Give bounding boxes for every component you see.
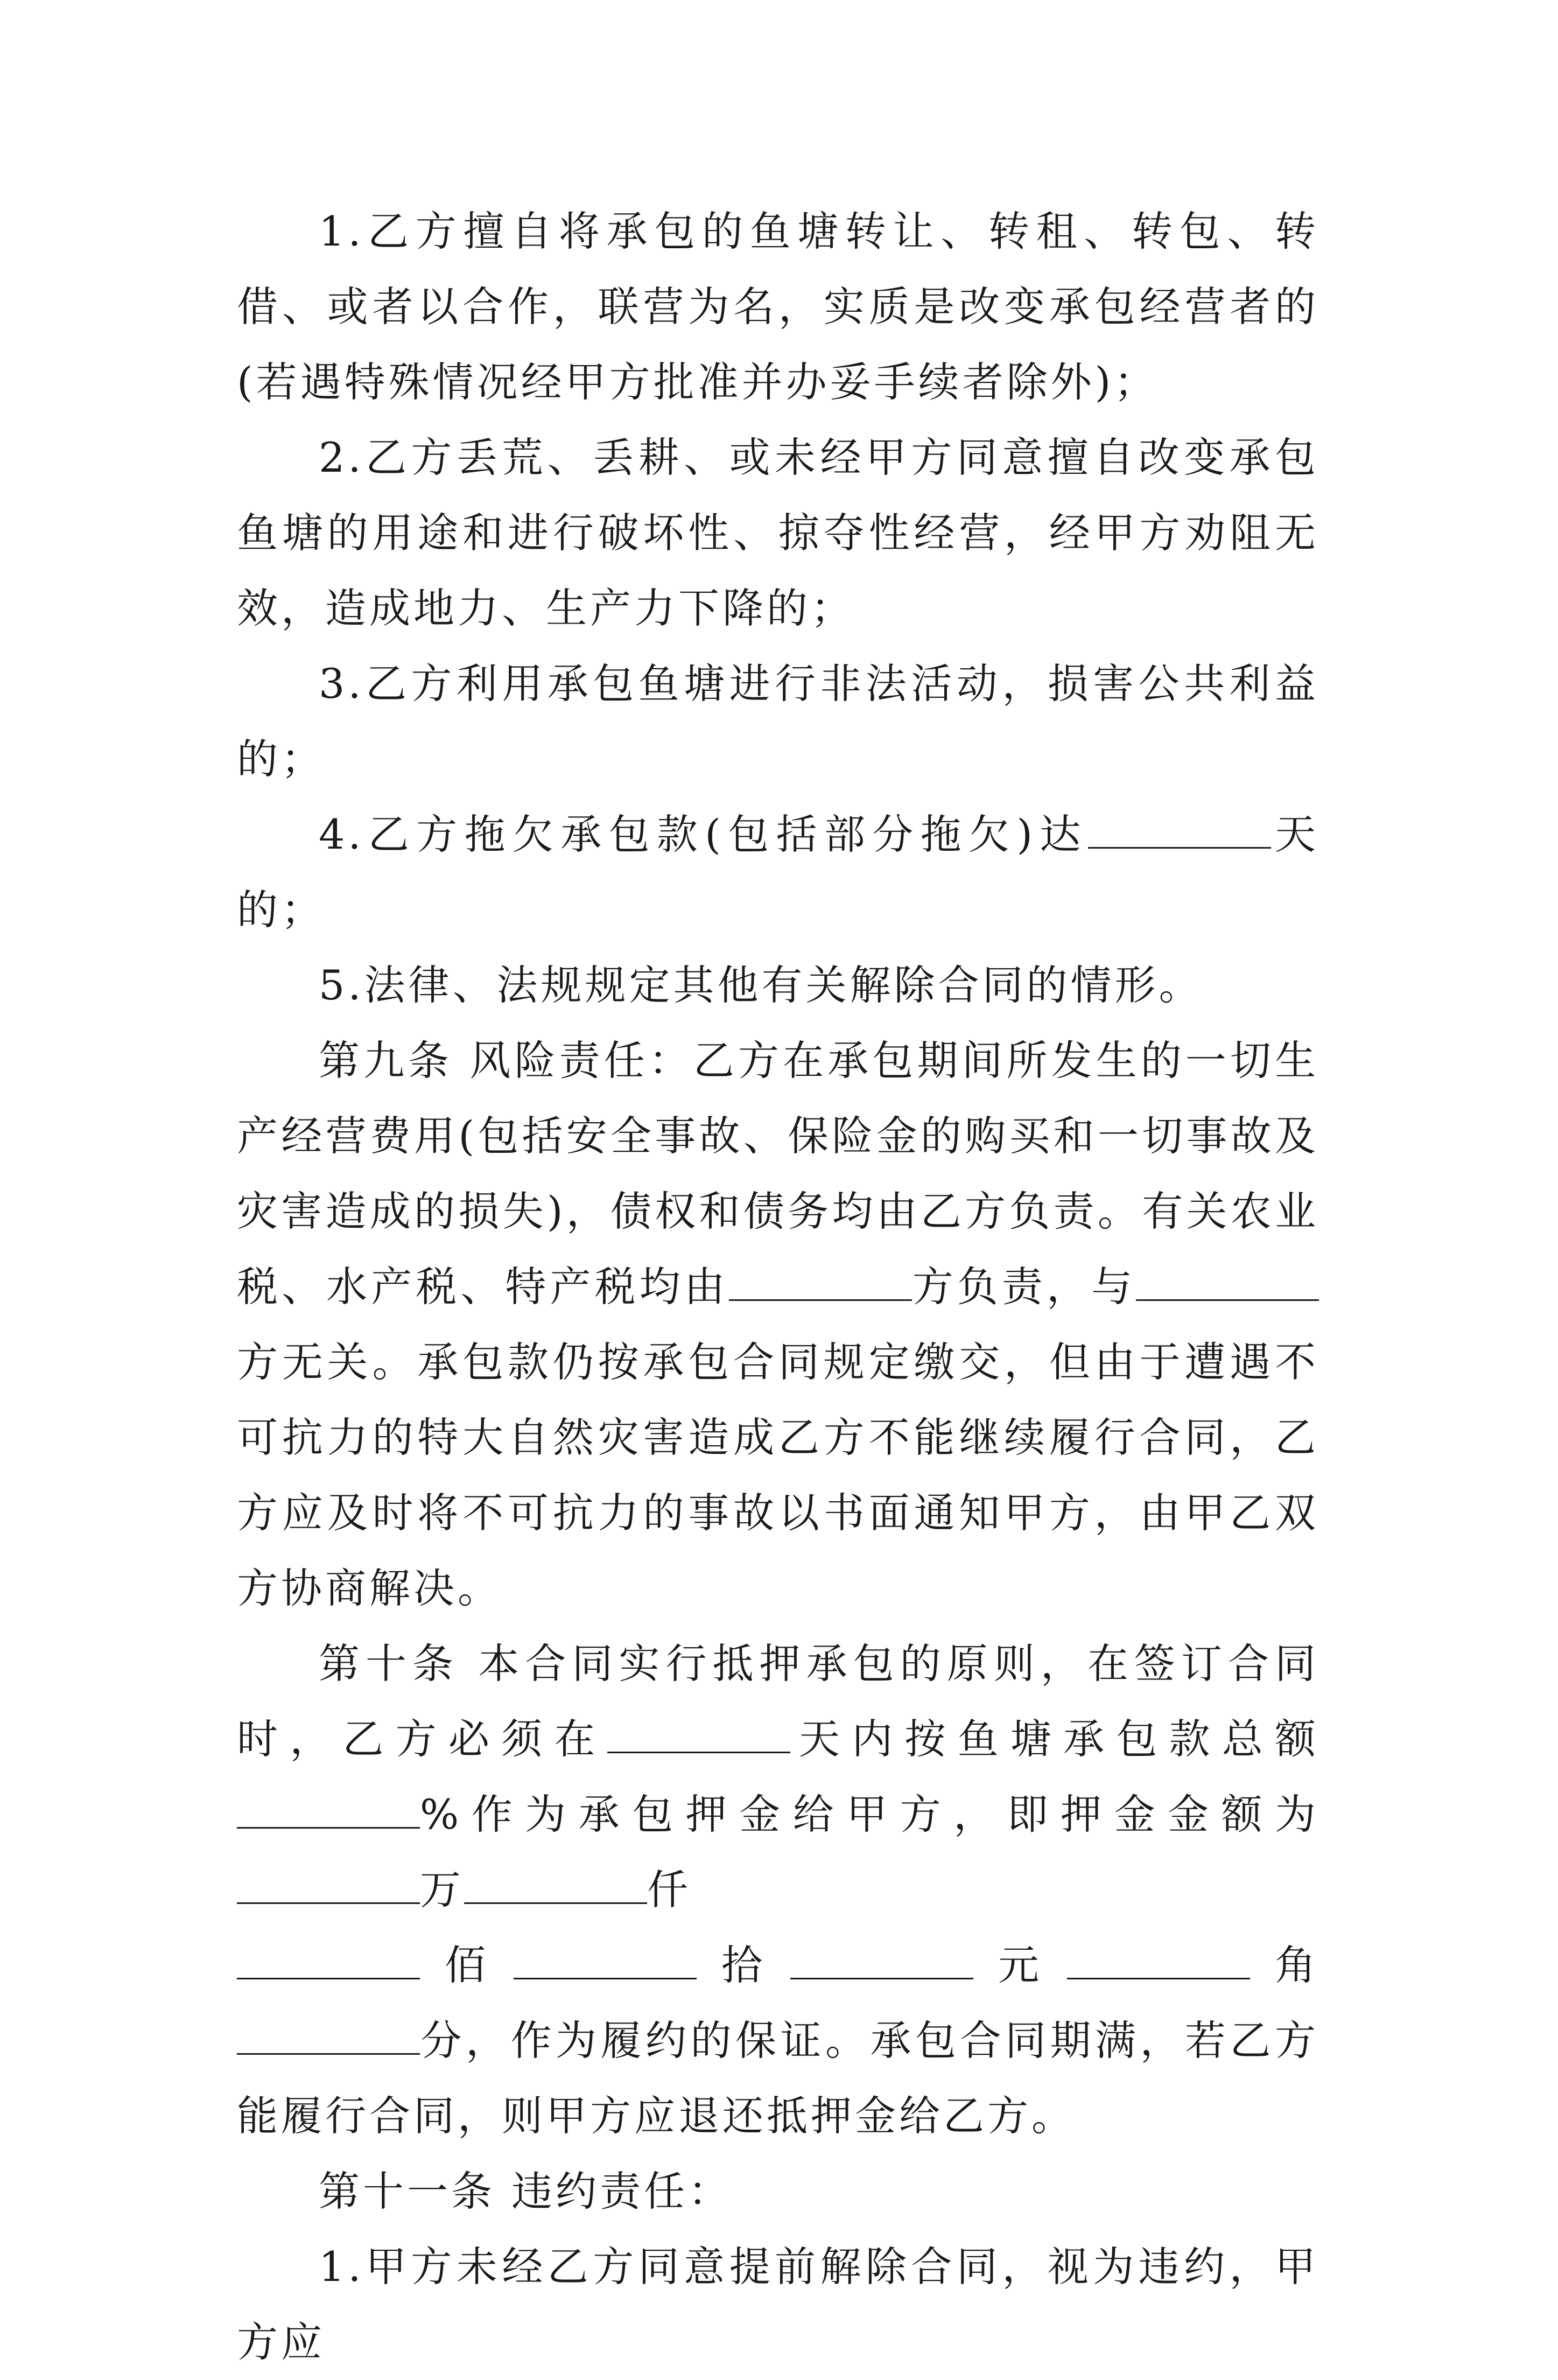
fill-blank-bai[interactable] [237,1943,420,1979]
fill-blank-jiao[interactable] [1067,1943,1250,1979]
article-11-heading: 第十一条 违约责任： [319,2167,733,2215]
clause-5 [237,948,1319,1023]
article-9-text-b: 方负责，与 [911,1263,1136,1311]
fill-blank-days-overdue[interactable] [1088,813,1271,849]
clause-4-text-b: 天的； [237,810,1319,934]
article-10-unit-bai: 佰 [445,1941,489,1989]
article-10-cont [237,2003,1319,2154]
amount-blanks-row [237,1928,1319,2003]
clause-2 [237,420,1319,646]
article-10-unit-wan: 万 [420,1866,464,1914]
article-11-clause-1 [237,2229,1319,2380]
fill-blank-deposit-percent[interactable] [237,1793,420,1829]
article-10-text-b: 天内按鱼塘承包款总额 [790,1715,1320,1763]
contract-body [237,194,1319,2380]
clause-3 [237,646,1319,797]
fill-blank-qian[interactable] [464,1868,647,1904]
fill-blank-yuan[interactable] [790,1943,973,1979]
article-9 [237,1023,1319,1626]
fill-blank-deposit-days[interactable] [607,1717,790,1753]
article-11-clause-1-text: 1.甲方未经乙方同意提前解除合同，视为违约，甲方应 [237,2243,1319,2366]
article-9-text-c: 方无关。承包款仍按承包合同规定缴交，但由于遭遇不可抗力的特大自然灾害造成乙方不能继续履行合同，乙方应及时将不可抗力的事故以书面通知甲方，由甲乙双方协商解决。 [237,1338,1319,1612]
fill-blank-other-party[interactable] [1136,1265,1319,1301]
clause-4-text-a: 4.乙方拖欠承包款(包括部分拖欠)达 [319,810,1088,858]
fill-blank-fen[interactable] [237,2019,420,2055]
article-10-unit-shi: 拾 [721,1941,766,1989]
clause-1 [237,194,1319,420]
article-10-unit-yuan: 元 [998,1941,1042,1989]
fill-blank-shi[interactable] [514,1943,697,1979]
fill-blank-wan[interactable] [237,1868,420,1904]
clause-3-text: 3.乙方利用承包鱼塘进行非法活动，损害公共利益的； [237,660,1319,783]
article-9-text-a: 第九条 风险责任：乙方在承包期间所发生的一切生产经营费用(包括安全事故、保险金的购买和一切事故及灾害造成的损失)，债权和债务均由乙方负责。有关农业税、水产税、特产税均由 [237,1037,1319,1311]
clause-1-text: 1.乙方擅自将承包的鱼塘转让、转租、转包、转借、或者以合作，联营为名，实质是改变承包经营者的(若遇特殊情况经甲方批准并办妥手续者除外)； [237,207,1319,406]
article-10-text-a: 第十条 本合同实行抵押承包的原则，在签订合同时，乙方必须在 [237,1640,1319,1763]
article-10 [237,1626,1319,1928]
article-10-unit-qian: 仟 [647,1866,691,1914]
fill-blank-tax-party[interactable] [729,1265,912,1301]
clause-5-text: 5.法律、法规规定其他有关解除合同的情形。 [319,961,1203,1009]
article-10-unit-jiao: 角 [1275,1941,1319,1989]
clause-4 [237,797,1319,948]
article-11 [237,2154,1319,2229]
clause-2-text: 2.乙方丢荒、丢耕、或未经甲方同意擅自改变承包鱼塘的用途和进行破坏性、掠夺性经营，经甲方劝阻无效，造成地力、生产力下降的； [237,433,1319,632]
article-10-text-c: %作为承包押金给甲方，即押金金额为 [420,1790,1319,1838]
article-10-text-j: 分，作为履约的保证。承包合同期满，若乙方能履行合同，则甲方应退还抵押金给乙方。 [237,2017,1319,2140]
